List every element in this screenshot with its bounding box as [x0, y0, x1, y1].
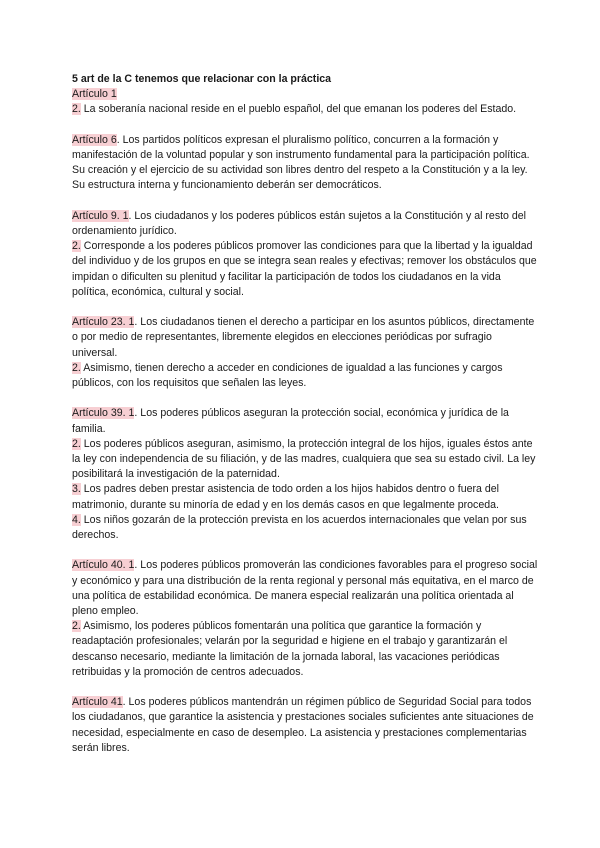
article-paragraph — [72, 361, 540, 391]
article-paragraph — [72, 315, 540, 361]
article-41 — [72, 695, 540, 756]
article-lead-text: . Los poderes públicos promoverán las condiciones favorables para el progreso social y económico y para una distribución de la renta regional y personal más equitativa, en el marco de una política de estabilidad económica. De manera especial realizarán una política orientada al pleno empleo. — [72, 559, 538, 618]
paragraph-number: 2. — [72, 103, 81, 116]
article-paragraph — [72, 513, 540, 543]
article-lead-text: . Los poderes públicos aseguran la protección social, económica y jurídica de la familia. — [72, 407, 509, 435]
paragraph-text: Los niños gozarán de la protección prevista en los acuerdos internacionales que velan por sus derechos. — [72, 513, 527, 542]
paragraph-number: 2. — [72, 240, 81, 253]
article-heading-line — [72, 87, 540, 102]
article-paragraph — [72, 482, 540, 512]
article-paragraph — [72, 209, 540, 239]
article-heading: Artículo 40. 1 — [72, 559, 135, 572]
paragraph-text: Asimismo, los poderes públicos fomentarán una política que garantice la formación y readaptación profesionales; velarán por la seguridad e higiene en el trabajo y garantizarán el descanso necesario, mediante la limitación de la jornada laboral, las vacaciones periódicas retribuidas y la promoción de centros adecuados. — [72, 620, 508, 678]
article-23 — [72, 315, 540, 391]
article-39 — [72, 406, 540, 543]
article-paragraph — [72, 133, 540, 194]
paragraph-number: 3. — [72, 483, 81, 496]
article-6 — [72, 133, 540, 194]
article-heading: Artículo 23. 1 — [72, 316, 135, 329]
paragraph-number: 2. — [72, 361, 81, 374]
article-paragraph — [72, 102, 540, 117]
article-40 — [72, 558, 540, 680]
article-paragraph — [72, 437, 540, 483]
paragraph-number: 2. — [72, 620, 81, 633]
paragraph-number: 4. — [72, 513, 81, 526]
article-9 — [72, 209, 540, 300]
article-heading: Artículo 39. 1 — [72, 407, 135, 420]
article-heading: Artículo 41 — [72, 696, 123, 709]
paragraph-text: Los poderes públicos aseguran, asimismo, la protección integral de los hijos, iguales éstos ante la ley con independencia de su filiación, y de las madres, cualquiera que sea su estado civil. La ley posibilitará la investigación de la paternidad. — [72, 437, 536, 481]
article-paragraph — [72, 239, 540, 300]
article-1 — [72, 87, 540, 117]
article-paragraph — [72, 619, 540, 680]
paragraph-number: 2. — [72, 437, 81, 450]
article-heading: Artículo 6 — [72, 133, 117, 146]
paragraph-text: La soberanía nacional reside en el pueblo español, del que emanan los poderes del Estado. — [80, 103, 517, 116]
document-title: 5 art de la C tenemos que relacionar con la práctica — [72, 73, 332, 85]
article-paragraph — [72, 558, 540, 619]
article-heading: Artículo 9. 1 — [72, 209, 129, 222]
paragraph-text: Corresponde a los poderes públicos promover las condiciones para que la libertad y la igualdad del individuo y de los grupos en que se integra sean reales y efectivas; remover los obstáculos que impidan o dificulten su plenitud y facilitar la participación de todos los ciudadanos en la vida política, económica, cultural y social. — [72, 240, 537, 298]
paragraph-text: Los padres deben prestar asistencia de todo orden a los hijos habidos dentro o fuera del matrimonio, durante su minoría de edad y en los demás casos en que legalmente proceda. — [72, 483, 499, 511]
article-lead-text: . Los ciudadanos tienen el derecho a participar en los asuntos públicos, directamente o por medio de representantes, libremente elegidos en elecciones periódicas por sufragio universal. — [72, 316, 535, 359]
article-heading: Artículo 1 — [72, 88, 117, 101]
article-lead-text: . Los ciudadanos y los poderes públicos están sujetos a la Constitución y al resto del ordenamiento jurídico. — [72, 209, 527, 237]
article-paragraph — [72, 695, 540, 756]
article-paragraph — [72, 406, 540, 436]
article-lead-text: . Los poderes públicos mantendrán un régimen público de Seguridad Social para todos los ciudadanos, que garantice la asistencia y prestaciones sociales suficientes ante situaciones de necesidad, especialmente en caso de desempleo. La asistencia y prestaciones complementarias serán libres. — [72, 696, 534, 754]
paragraph-text: Asimismo, tienen derecho a acceder en condiciones de igualdad a las funciones y cargos públicos, con los requisitos que señalen las leyes. — [72, 361, 503, 390]
article-lead-text: . Los partidos políticos expresan el pluralismo político, concurren a la formación y manifestación de la voluntad popular y son instrumento fundamental para la participación política. Su creación y el ejercicio de su actividad son libres dentro del respeto a la Constitución y a la ley. Su estructura interna y funcionamiento deberán ser democráticos. — [72, 133, 530, 192]
